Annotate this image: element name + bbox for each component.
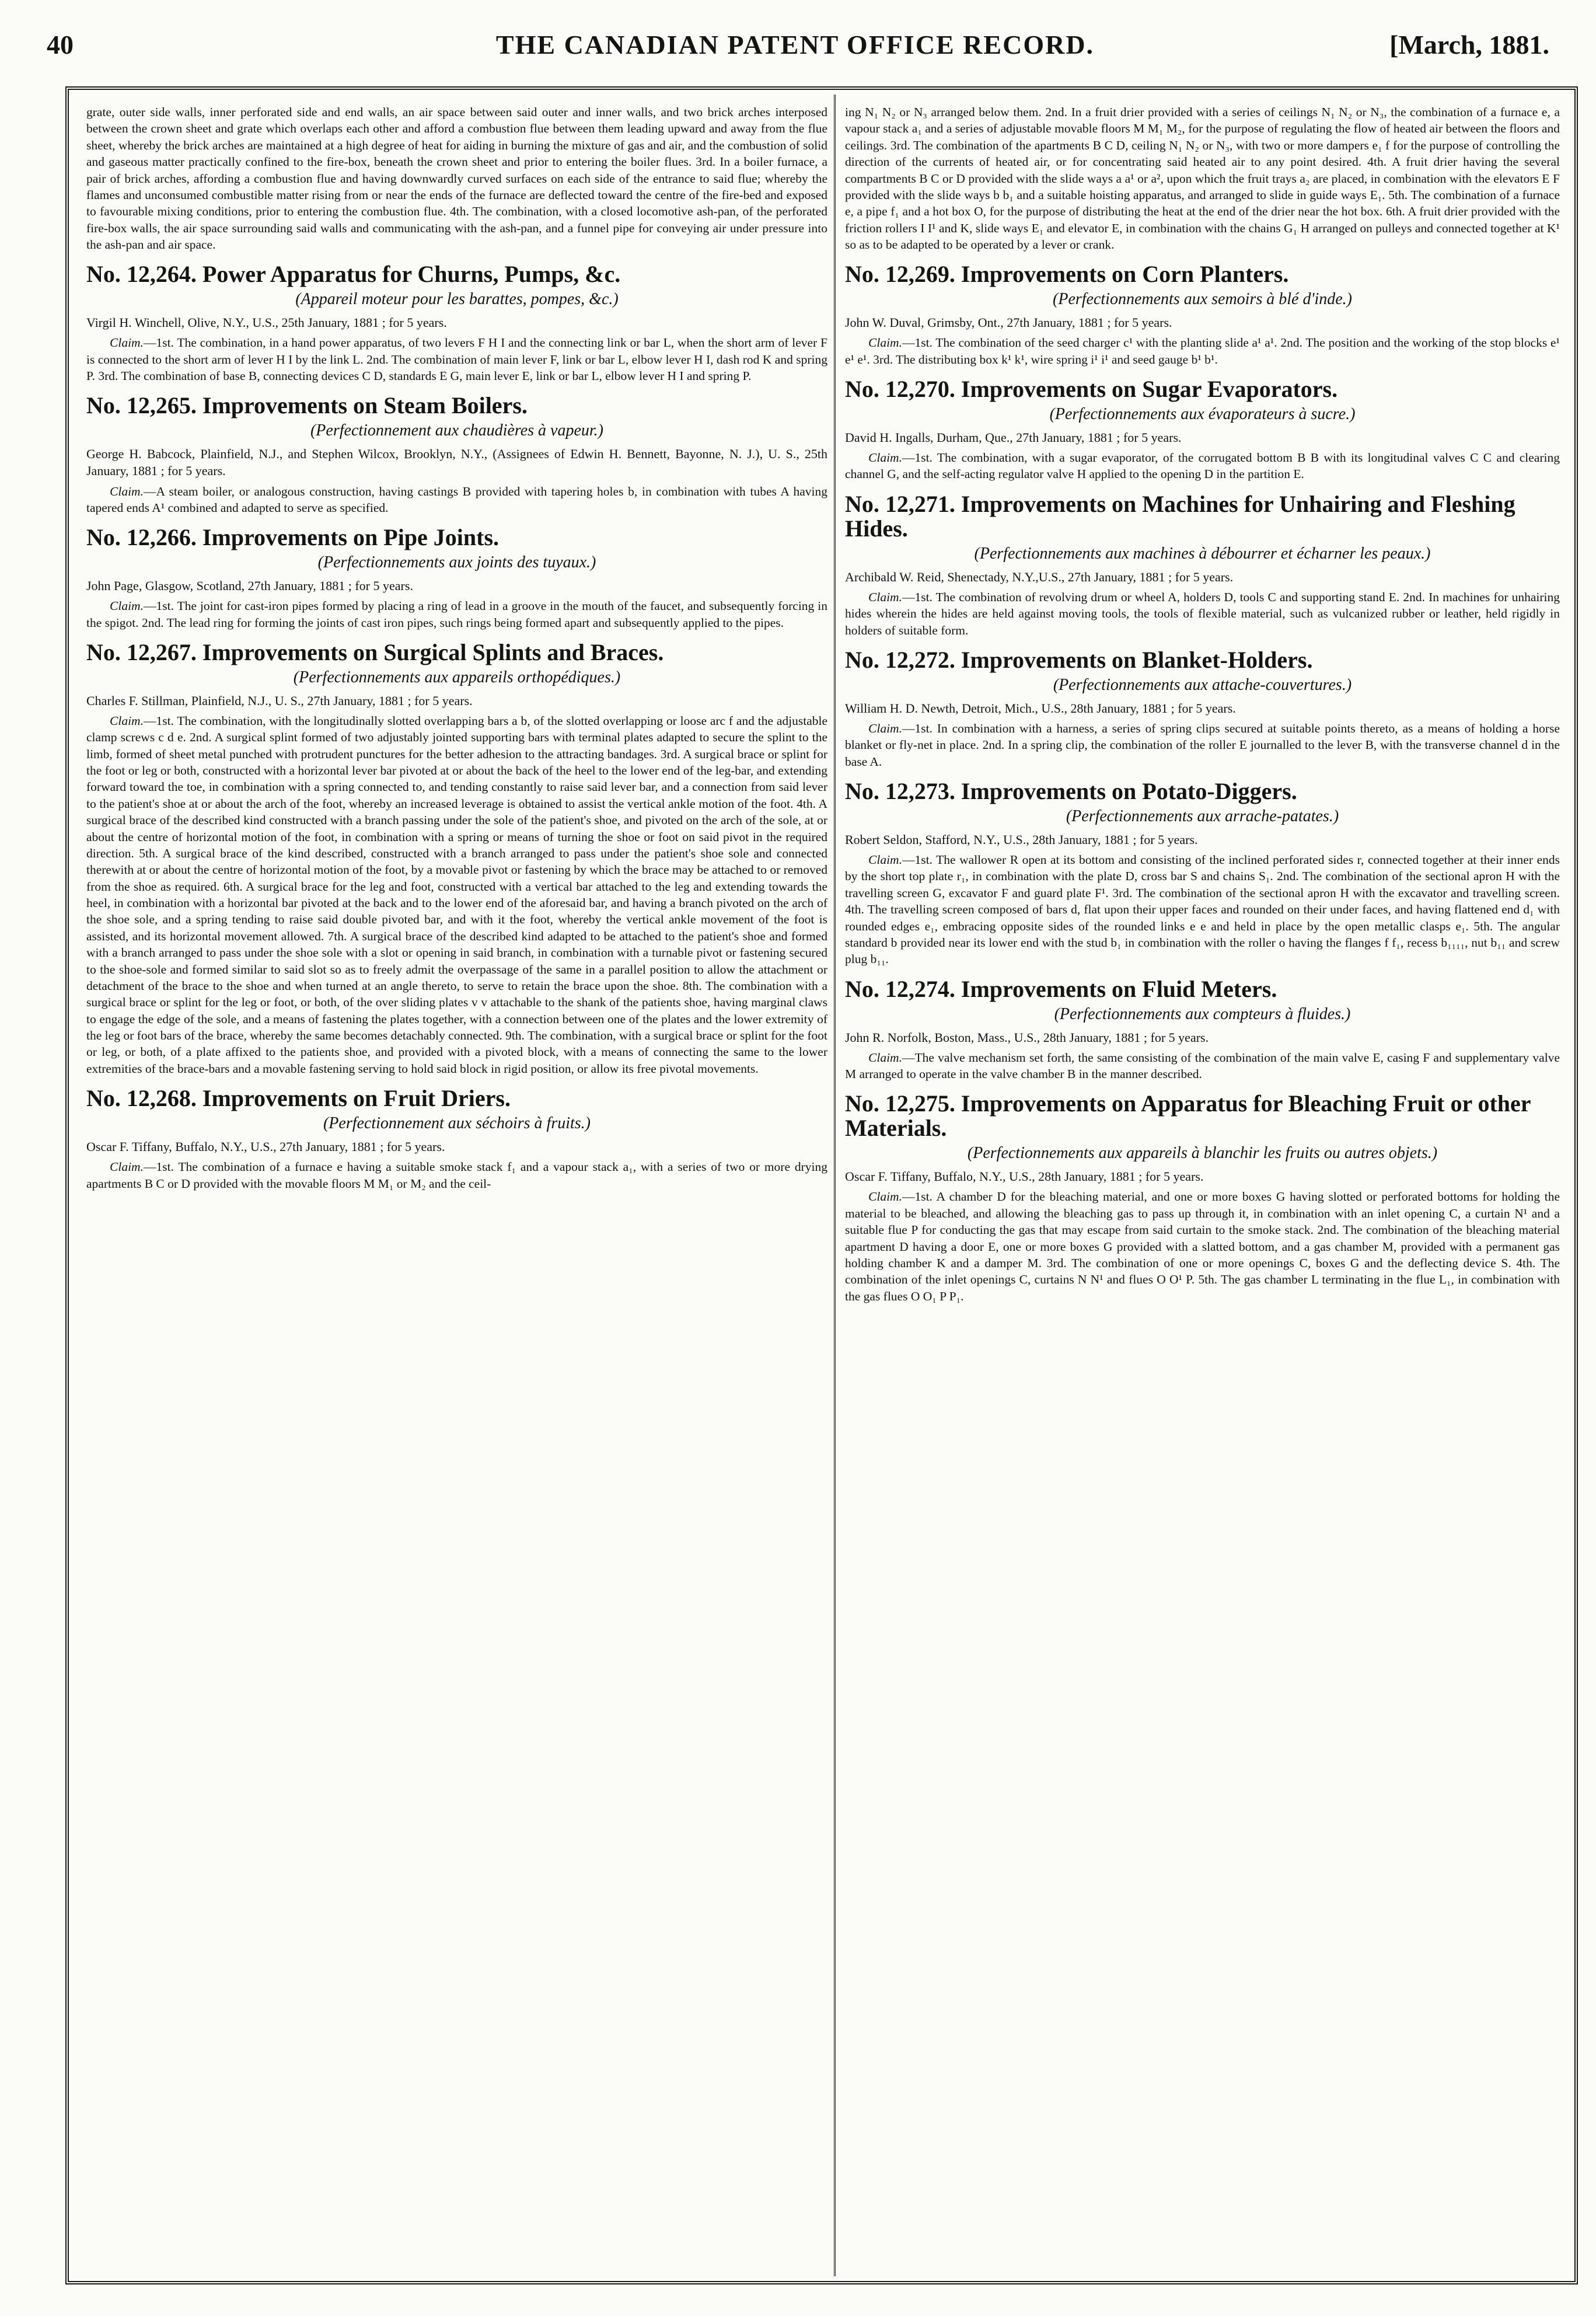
french-title: (Perfectionnements aux joints des tuyaux.) [317,553,596,572]
patentee-line: William H. D. Newth, Detroit, Mich., U.S., 28th January, 1881 ; for 5 years. [845,700,1236,716]
patent-heading [86,640,827,665]
french-title: (Perfectionnements aux compteurs à fluides.) [1054,1004,1351,1023]
claim-body: —1st. The combination of a furnace e having a suitable smoke stack f₁ and a vapour stack a₁, with a series of two or more drying apartments B C or D provided with the movable floors M M₁ or M₂ and the ceil- [86,1160,827,1191]
running-head [35,29,1555,76]
claim-body: —A steam boiler, or analogous construction, having castings B provided with tapering holes b, in combination with tubes A having tapered ends A¹ combined and adapted to serve as specified. [86,484,827,515]
patent-number: No. 12,267. [86,639,197,665]
french-title: (Perfectionnements aux attache-couvertures.) [1053,675,1352,694]
continued-claim: grate, outer side walls, inner perforated side and end walls, an air space between said outer and inner walls, and two brick arches interposed between the crown sheet and grate which overlaps each other and afford a combustion flue between them leading upward and away from the flue sheet, whereby the brick arches are maintained at a high degree of heat for aiding in burning the mixture of gas and air, and the combustion of solid and gaseous matter practically confined to the fire-box, beneath the crown sheet and prior to entering the boiler flues. 3rd. In a boiler furnace, a pair of brick arches, affording a combustion flue and having downwardly curved surfaces on each side of the entrance to said flue; whereby the flames and unconsumed combustible matter rising from or near the ends of the furnace are deflected toward the centre of the fire-bed and exposed to favourable mixing conditions, prior to entering the combustion flue. 4th. The combination, with a closed locomotive ash-pan, of the perforated fire-box walls, the air space surrounding said walls and communicating with the ash-pan, and a funnel pipe for conveying air under pressure into the ash-pan and air space. [86,105,827,252]
patent-number: No. 12,264. [86,261,197,288]
issue-date: [March, 1881. [1389,30,1549,60]
patent-heading [845,779,1560,804]
patent-entry [86,393,827,516]
claim-body: —1st. The wallower R open at its bottom and consisting of the inclined perforated sides r, connected together at their inner ends by the short top plate r₁, in combination with the plate D, cross bar S and chains S₁. 2nd. The combination of the sectional apron H with the travelling screen G, excavator F and guard plate F¹. 3rd. The combination of the sectional apron H with the excavator and travelling screen. 4th. The travelling screen composed of bars d, flat upon their upper faces and rounded on their under faces, and having flattened end d₁ with rounded edges e₁, embracing opposite sides of the rounded links e e and held in place by the open metallic clasps e₁. 5th. The angular standard b provided near its lower end with the stud b₁ in combination with the roller o having the flanges f f₁, recess b₁₁₁₁, nut b₁₁ and screw plug b₁₁. [845,853,1560,967]
patent-title: Improvements on Potato-Diggers. [961,778,1297,805]
claim-label: Claim. [110,484,144,498]
french-title: (Perfectionnements aux machines à débourrer et écharner les peaux.) [974,544,1431,563]
publication-title: THE CANADIAN PATENT OFFICE RECORD. [495,30,1095,60]
patent-entry [86,640,827,1077]
patentee-line: David H. Ingalls, Durham, Que., 27th January, 1881 ; for 5 years. [845,430,1182,445]
claim-body: —1st. A chamber D for the bleaching material, and one or more boxes G having slotted or perforated bottoms for holding the material to be bleached, and allowing the bleaching gas to pass up through it, in combination with an inlet opening C, a curtain N¹ and a suitable flue P for conducting the gas that may escape from said curtain to the smoke stack. 2nd. The combination of the bleaching material apartment D having a door E, one or more boxes G provided with a slatted bottom, and a gas chamber M, provided with a permanent gas holding chamber K and a damper M. 3rd. The combination of one or more openings C, boxes G and the deflecting device S. 4th. The combination of the inlet openings C, curtains N N¹ and flues O O¹ P. 5th. The gas chamber L terminating in the flue L₁, in combination with the gas flues O O₁ P P₁. [845,1190,1560,1303]
claim-body: —1st. The combination, with the longitudinally slotted overlapping bars a b, of the slotted overlapping or loose arc f and the adjustable clamp screws c d e. 2nd. A surgical splint formed of two adjustably jointed supporting bars with terminal plates adapted to secure the splint to the limb, formed of sheet metal punched with protrudent punctures for the better adhesion to the attracting bandages. 3rd. A surgical brace or splint for the foot or leg or both, constructed with a horizontal lever bar pivoted at or about the back of the heel to the lower end of the leg-bar, and extending forward toward the toe, in combination with a spring connected to, and tending constantly to raise said lever bar, and a connection from said lever to the patient's shoe at or about the arch of the foot, whereby an increased leverage is obtained to assist the vertical ankle motion of the foot. 4th. A surgical brace of the described kind constructed with a branch passing under the sole of the patient's shoe, and pivoted on the arch of the sole, at or about the centre of horizontal motion of the foot, in combination with a spring or means of turning the shoe or foot on said pivot in the required direction. 5th. A surgical brace of the kind described, constructed with a branch arranged to pass under the patient's shoe sole and connected therewith at or about the centre of horizontal motion of the foot, by a movable pivot or fastening by which the brace may be attached to or removed from the shoe as required. 6th. A surgical brace for the leg and foot, constructed with a vertical bar attached to the leg and extending towards the heel, in combination with a horizontal bar pivoted at the back and to the lower end of the aforesaid bar, and having a branch pivoted on the arch of the shoe sole, and a spring tending to raise said double pivoted bar, and with it the foot, whereby the vertical ankle movement of the foot is assisted, and its horizontal movement allowed. 7th. A surgical brace of the described kind adapted to be attached to the patient's shoe and formed with a branch arranged to pass under the shoe sole with a slot or opening in said branch, in combination with a turnable pivot or fastening secured to the shoe-sole and formed similar to said slot so as to freely admit the overpassage of the same in a parallel position to allow the attachment or detachment of the brace to the shoe and when turned at an angle thereto, to serve to retain the brace upon the shoe. 8th. The combination with a surgical brace or splint for the leg or foot, or both, of the over sliding plates v v attachable to the shank of the patients shoe, having marginal claws to engage the edge of the sole, and a means of fastening the plates together, with a connection between one of the plates and the lower extremity of the leg or foot bars of the brace, whereby the same becomes detachably connected. 9th. The combination, with a surgical brace or splint for the foot or leg, or both, of a plate affixed to the patients shoe, and provided with a pivoted block, with a means of connecting the same to the lower extremities of the brace-bars and a movable fastening serving to hold said block in rigid position, or allow its free pivotal movements. [86,713,827,1076]
claim-body: —1st. In combination with a harness, a series of spring clips secured at suitable points thereto, as a means of holding a horse blanket or fly-net in place. 2nd. In a spring clip, the combination of the roller E journalled to the lever B, with the transverse channel d in the base A. [845,721,1560,769]
claim-label: Claim. [868,336,902,350]
french-title: (Perfectionnement aux chaudières à vapeur.) [310,421,604,440]
patent-title: Improvements on Apparatus for Bleaching Fruit or other Materials. [845,1090,1531,1142]
patent-number: No. 12,272. [845,646,955,673]
claim-text [845,449,1560,483]
patentee-line: John Page, Glasgow, Scotland, 27th January, 1881 ; for 5 years. [86,578,413,594]
patent-entry [845,377,1560,483]
patent-heading [845,492,1560,541]
french-title: (Perfectionnements aux semoirs à blé d'inde.) [1053,290,1352,309]
claim-text [86,598,827,631]
patent-number: No. 12,265. [86,392,197,419]
patent-title: Improvements on Machines for Unhairing and Fleshing Hides. [845,490,1515,542]
patent-entry [845,492,1560,639]
claim-body: —1st. The combination of revolving drum or wheel A, holders D, tools C and supporting stand E. 2nd. In machines for unhairing hides wherein the hides are held against moving tools, the tools of flexible material, such as vulcanized rubber or leather, held rigidly in holders of suitable form. [845,590,1560,637]
claim-body: —1st. The joint for cast-iron pipes formed by placing a ring of lead in a groove in the mouth of the faucet, and subsequently forcing in the spigot. 2nd. The lead ring for forming the joints of cast iron pipes, such rings being formed apart and subsequently applied to the pipes. [86,599,827,630]
patentee-line: Robert Seldon, Stafford, N.Y., U.S., 28th January, 1881 ; for 5 years. [845,832,1198,847]
patentee-line: Virgil H. Winchell, Olive, N.Y., U.S., 25th January, 1881 ; for 5 years. [86,315,447,330]
patent-title: Improvements on Corn Planters. [961,261,1289,288]
french-title: (Perfectionnements aux appareils orthopédiques.) [293,668,621,686]
french-title: (Perfectionnement aux séchoirs à fruits.) [323,1114,591,1133]
patent-number: No. 12,270. [845,376,955,403]
patent-heading [845,1091,1560,1140]
column-divider [834,95,836,2276]
patent-heading [845,262,1560,287]
patent-number: No. 12,269. [845,261,955,288]
patentee-line: Charles F. Stillman, Plainfield, N.J., U. S., 27th January, 1881 ; for 5 years. [86,693,473,708]
patent-number: No. 12,268. [86,1085,197,1112]
patent-entry [845,977,1560,1083]
claim-text [86,334,827,384]
patent-heading [86,262,827,287]
left-entries [86,262,827,1192]
patent-number: No. 12,274. [845,975,955,1002]
claim-label: Claim. [868,590,902,604]
patent-title: Power Apparatus for Churns, Pumps, &c. [202,261,621,288]
patent-entry [86,525,827,631]
french-title: (Perfectionnements aux évaporateurs à sucre.) [1049,405,1356,424]
continued-claim: ing N₁ N₂ or N₃ arranged below them. 2nd. In a fruit drier provided with a series of ceilings N₁ N₂ or N₃, the combination of a furnace e, a vapour stack a₁ and a series of adjustable movable floors M M₁ M₂, for the purpose of regulating the flow of heated air between the floors and ceilings. 3rd. The combination of the apartments B C D, ceiling N₁ N₂ or N₃, with two or more dampers e₁ f for the purpose of controlling the direction of the currents of heated air, or for concentrating said heated air to any point desired. 4th. A fruit drier having the several compartments B C or D provided with the slide ways a a¹ or a², upon which the fruit trays a₂ are placed, in combination with the elevators E F provided with the slide ways b b₁ and a suitable hoisting apparatus, and arranged to slide in guide ways E₁. 5th. The combination of a furnace e, a pipe f₁ and a hot box O, for the purpose of distributing the heat at the end of the drier near the hot box. 6th. A fruit drier provided with the friction rollers I I¹ and K, slide ways E₁ and elevator E, in combination with the chains G₁ H arranged on pulleys and connected together at K¹ so as to be adapted to be operated by a lever or crank. [845,105,1560,252]
patent-entry [86,1086,827,1192]
french-title: (Perfectionnements aux arrache-patates.) [1066,807,1339,826]
patent-title: Improvements on Pipe Joints. [202,524,500,551]
patent-entry [845,1091,1560,1305]
patent-heading [845,377,1560,402]
claim-text [845,1049,1560,1083]
claim-label: Claim. [110,599,144,613]
claim-label: Claim. [868,451,902,465]
patent-number: No. 12,271. [845,490,955,517]
patent-entry [86,262,827,384]
right-entries [845,262,1560,1305]
patent-title: Improvements on Sugar Evaporators. [961,376,1338,403]
right-column [845,104,1560,2269]
patent-entry [845,648,1560,770]
claim-text [845,852,1560,968]
patent-number: No. 12,266. [86,524,197,551]
page-frame [65,86,1578,2284]
claim-text [86,483,827,517]
claim-text [845,1188,1560,1305]
patent-number: No. 12,275. [845,1090,955,1117]
french-title: (Perfectionnements aux appareils à blanchir les fruits ou autres objets.) [967,1144,1438,1163]
patent-heading [86,525,827,550]
patent-heading [845,648,1560,672]
claim-body: —1st. The combination, with a sugar evaporator, of the corrugated bottom B B with its longitudinal valves C C and clearing channel G, and the self-acting regulator valve H applied to the opening D in the partition E. [845,451,1560,482]
patent-entry [845,262,1560,368]
patentee-line: John R. Norfolk, Boston, Mass., U.S., 28th January, 1881 ; for 5 years. [845,1030,1209,1045]
claim-label: Claim. [868,1050,902,1065]
claim-text [845,334,1560,368]
claim-label: Claim. [110,336,144,350]
claim-label: Claim. [868,853,902,867]
patent-title: Improvements on Fluid Meters. [961,975,1277,1002]
claim-label: Claim. [110,1160,144,1174]
claim-text [86,713,827,1077]
patent-heading [86,1086,827,1111]
claim-text [86,1159,827,1192]
patent-title: Improvements on Surgical Splints and Braces. [202,639,664,665]
claim-label: Claim. [110,713,144,728]
patent-number: No. 12,273. [845,778,955,805]
patentee-line: Oscar F. Tiffany, Buffalo, N.Y., U.S., 27th January, 1881 ; for 5 years. [86,1139,445,1154]
patentee-line: Archibald W. Reid, Shenectady, N.Y.,U.S., 27th January, 1881 ; for 5 years. [845,569,1234,584]
patentee-line: John W. Duval, Grimsby, Ont., 27th January, 1881 ; for 5 years. [845,315,1172,330]
patentee-line: George H. Babcock, Plainfield, N.J., and Stephen Wilcox, Brooklyn, N.Y., (Assignees of Edwin H. Bennett, Bayonne, N. J.), U. S., 25th January, 1881 ; for 5 years. [86,447,827,479]
patent-title: Improvements on Blanket-Holders. [961,646,1313,673]
claim-body: —1st. The combination, in a hand power apparatus, of two levers F H I and the connecting link or bar L, when the short arm of lever F is connected to the short arm of lever H I by the link L. 2nd. The combination of main lever F, link or bar L, elbow lever H I, dash rod K and spring P. 3rd. The combination of base B, connecting devices C D, standards E G, main lever E, link or bar L, elbow lever H I and spring P. [86,336,827,383]
patent-title: Improvements on Steam Boilers. [202,392,528,419]
patentee-line: Oscar F. Tiffany, Buffalo, N.Y., U.S., 28th January, 1881 ; for 5 years. [845,1169,1204,1184]
claim-text [845,589,1560,639]
claim-label: Claim. [868,1190,902,1204]
patent-heading [86,393,827,418]
french-title: (Appareil moteur pour les barattes, pompes, &c.) [295,290,619,309]
patent-heading [845,977,1560,1002]
patent-title: Improvements on Fruit Driers. [202,1085,511,1112]
left-column [86,104,827,2269]
page-number: 40 [47,30,74,60]
claim-body: —1st. The combination of the seed charger c¹ with the planting slide a¹ a¹. 2nd. The position and the working of the stop blocks e¹ e¹ e¹. 3rd. The distributing box k¹ k¹, wire spring i¹ i¹ and seed gauge b¹ b¹. [845,336,1560,367]
claim-text [845,720,1560,770]
patent-entry [845,779,1560,968]
claim-body: —The valve mechanism set forth, the same consisting of the combination of the main valve E, casing F and supplementary valve M arranged to operate in the valve chamber B in the manner described. [845,1050,1560,1082]
claim-label: Claim. [868,721,902,735]
